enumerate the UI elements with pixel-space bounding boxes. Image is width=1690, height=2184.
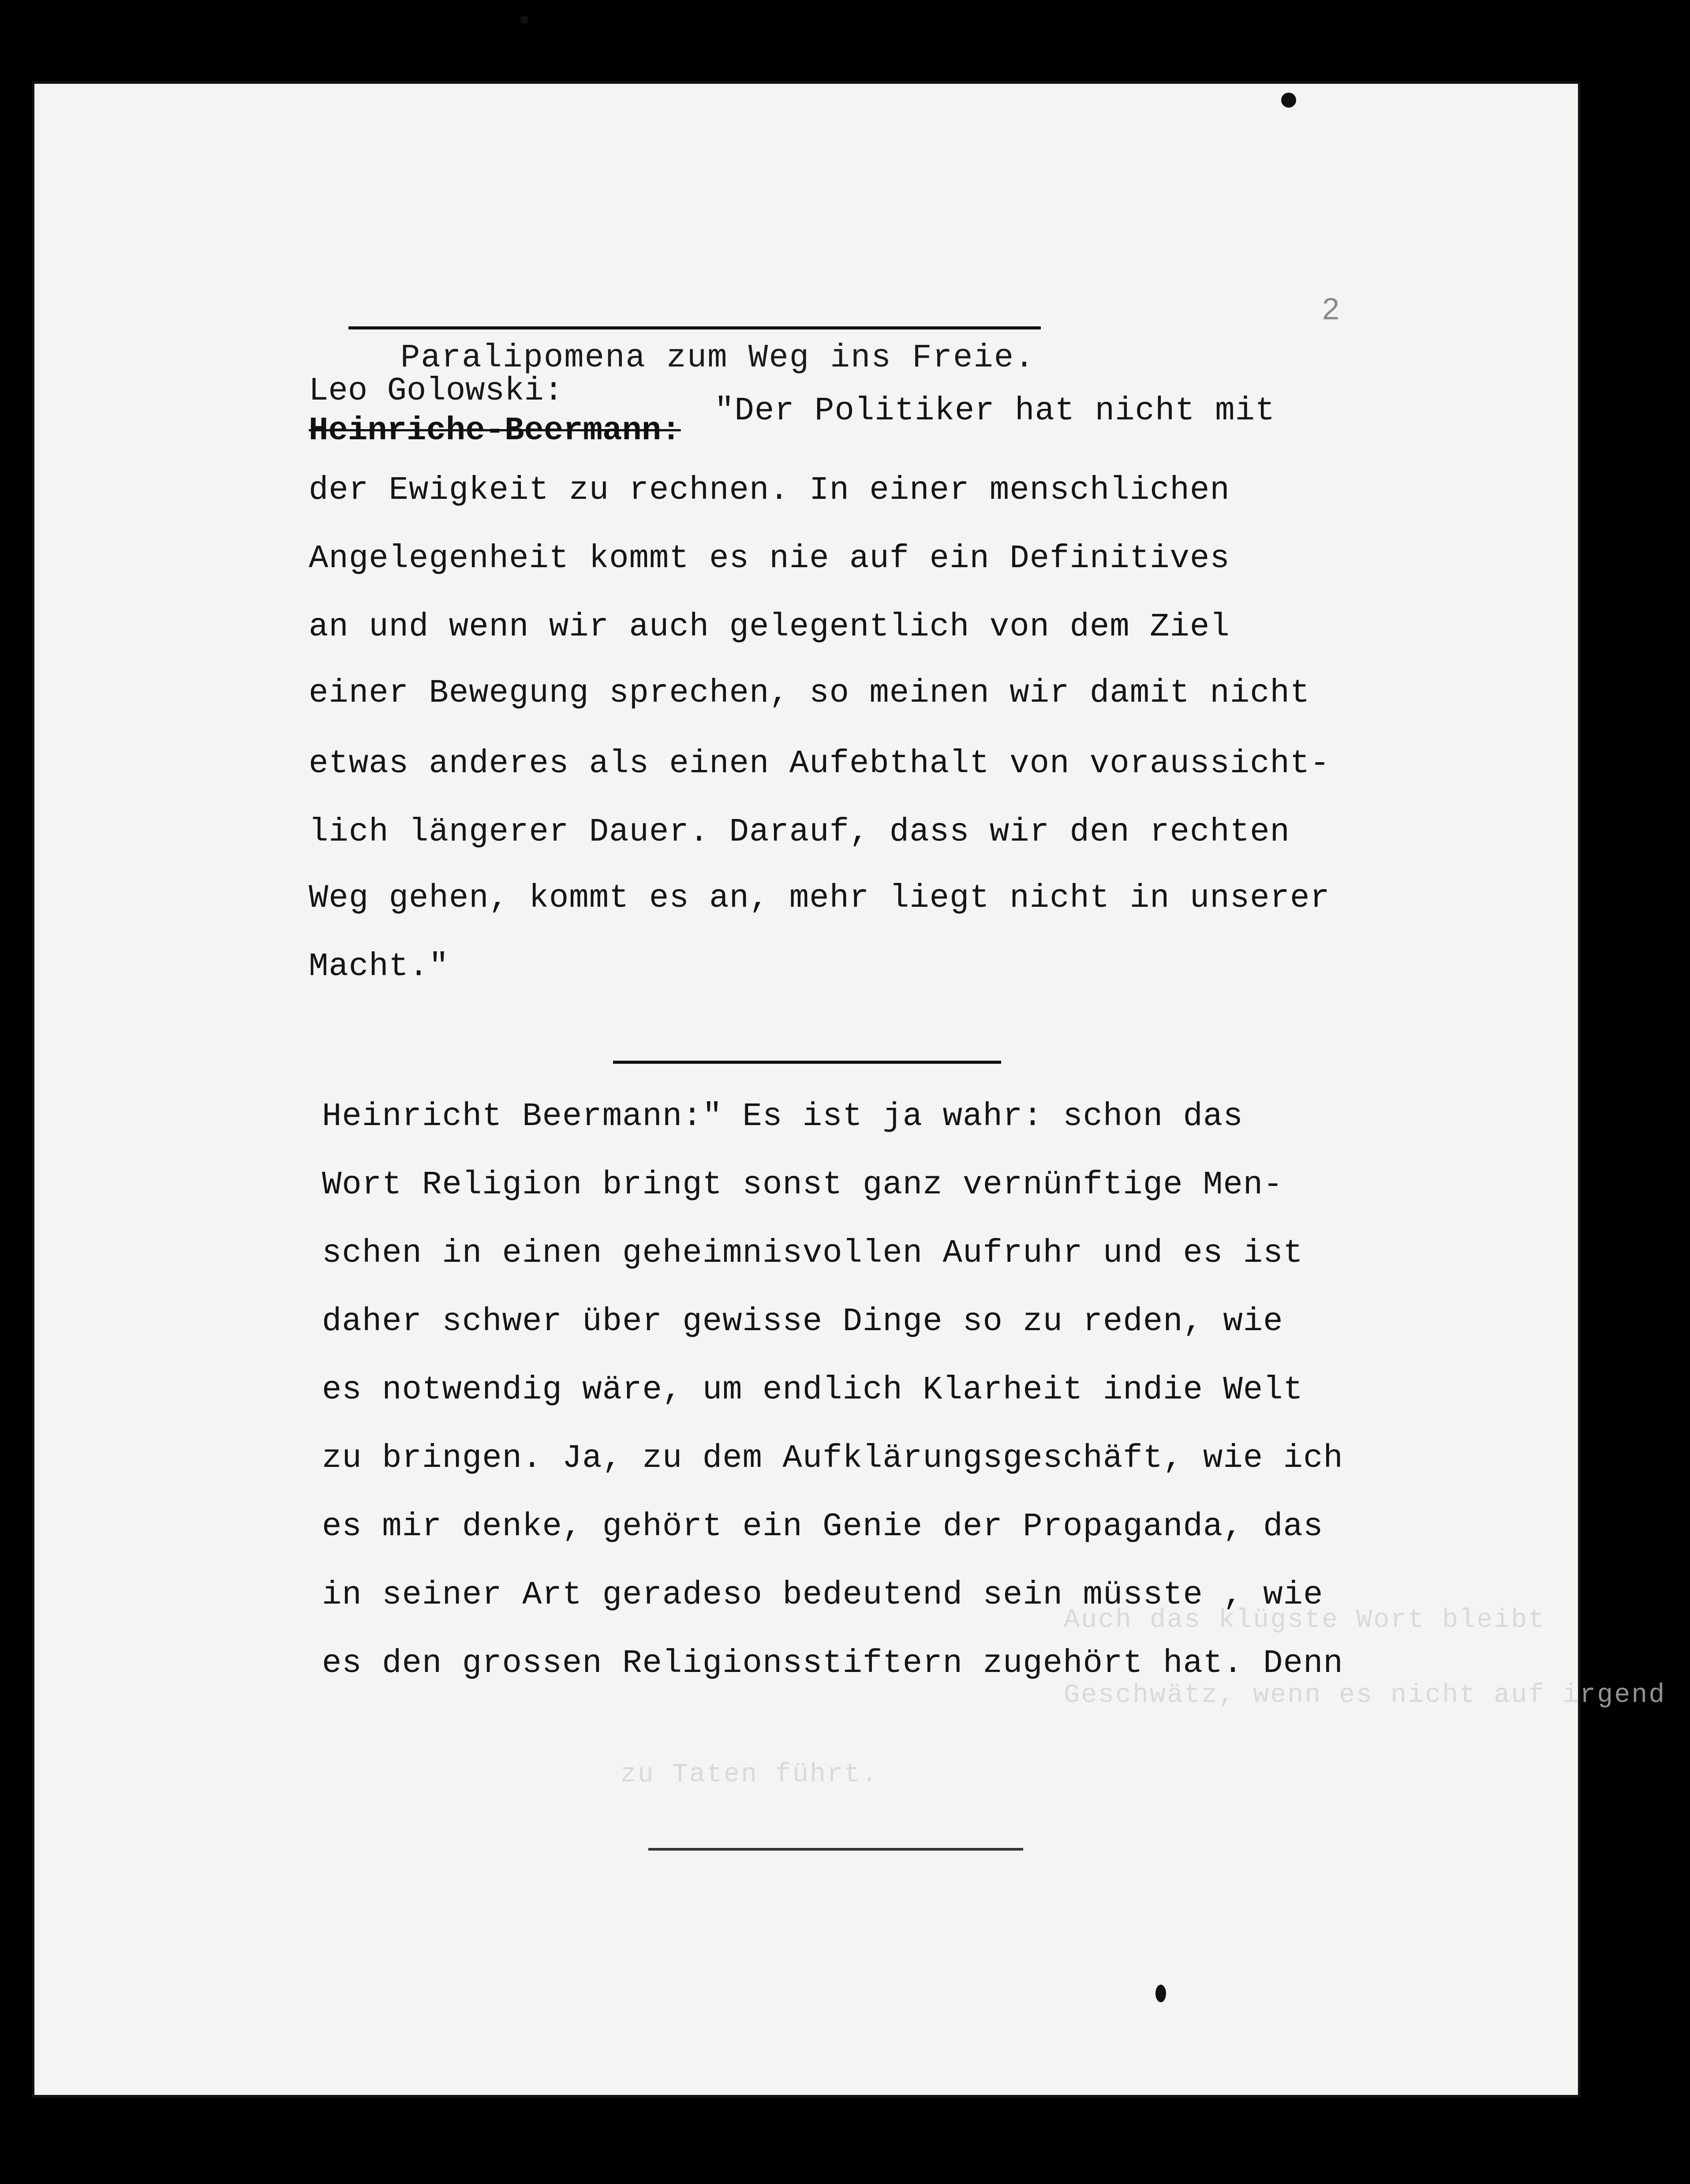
- paragraph-line: Wort Religion bringt sonst ganz vernünftige Men-: [322, 1167, 1283, 1204]
- paragraph-line: in seiner Art geradeso bedeutend sein müsste , wie: [322, 1577, 1324, 1614]
- paragraph-line: daher schwer über gewisse Dinge so zu reden, wie: [322, 1303, 1283, 1340]
- show-through-line: Geschwätz, wenn es nicht auf irgend: [1064, 1680, 1666, 1710]
- closing-divider: [648, 1848, 1023, 1851]
- document-heading: Paralipomena zum Weg ins Freie.: [400, 340, 1035, 377]
- paragraph-line: der Ewigkeit zu rechnen. In einer menschlichen: [309, 472, 1230, 509]
- heading-underline: [348, 326, 1041, 329]
- paragraph-line: es notwendig wäre, um endlich Klarheit indie Welt: [322, 1372, 1303, 1409]
- ink-spot: [1281, 93, 1296, 108]
- paragraph-line: Macht.": [309, 948, 449, 985]
- speaker-label: Leo Golowski:: [309, 373, 564, 410]
- paragraph-line: Heinricht Beermann:" Es ist ja wahr: schon das: [322, 1098, 1243, 1135]
- paragraph-line: lich längerer Dauer. Darauf, dass wir den rechten: [309, 814, 1290, 851]
- paragraph-line: Angelegenheit kommt es nie auf ein Definitives: [309, 540, 1230, 577]
- section-divider: [613, 1061, 1001, 1064]
- ink-spot: [1155, 1985, 1166, 2002]
- paragraph-line: es den grossen Religionsstiftern zugehört hat. Denn: [322, 1645, 1343, 1682]
- document-page: [34, 84, 1666, 2095]
- paragraph-line: Weg gehen, kommt es an, mehr liegt nicht in unserer: [309, 880, 1330, 917]
- paragraph-line: etwas anderes als einen Aufebthalt von voraussicht-: [309, 745, 1330, 782]
- paragraph-line: schen in einen geheimnisvollen Aufruhr und es ist: [322, 1235, 1303, 1272]
- paragraph-line: "Der Politiker hat nicht mit: [714, 393, 1275, 430]
- paragraph-line: zu bringen. Ja, zu dem Aufklärungsgeschäft, wie ich: [322, 1440, 1343, 1477]
- crossed-out-speaker: Heinriche-Beermann:: [309, 412, 681, 449]
- paragraph-line: es mir denke, gehört ein Genie der Propaganda, das: [322, 1508, 1324, 1545]
- show-through-line: zu Taten führt.: [620, 1760, 879, 1790]
- paragraph-line: an und wenn wir auch gelegentlich von dem Ziel: [309, 609, 1230, 646]
- paragraph-line: einer Bewegung sprechen, so meinen wir damit nicht: [309, 675, 1310, 712]
- page-number: 2: [1322, 292, 1339, 326]
- ink-spot: [520, 15, 528, 23]
- show-through-line: Auch das klügste Wort bleibt: [1064, 1605, 1546, 1635]
